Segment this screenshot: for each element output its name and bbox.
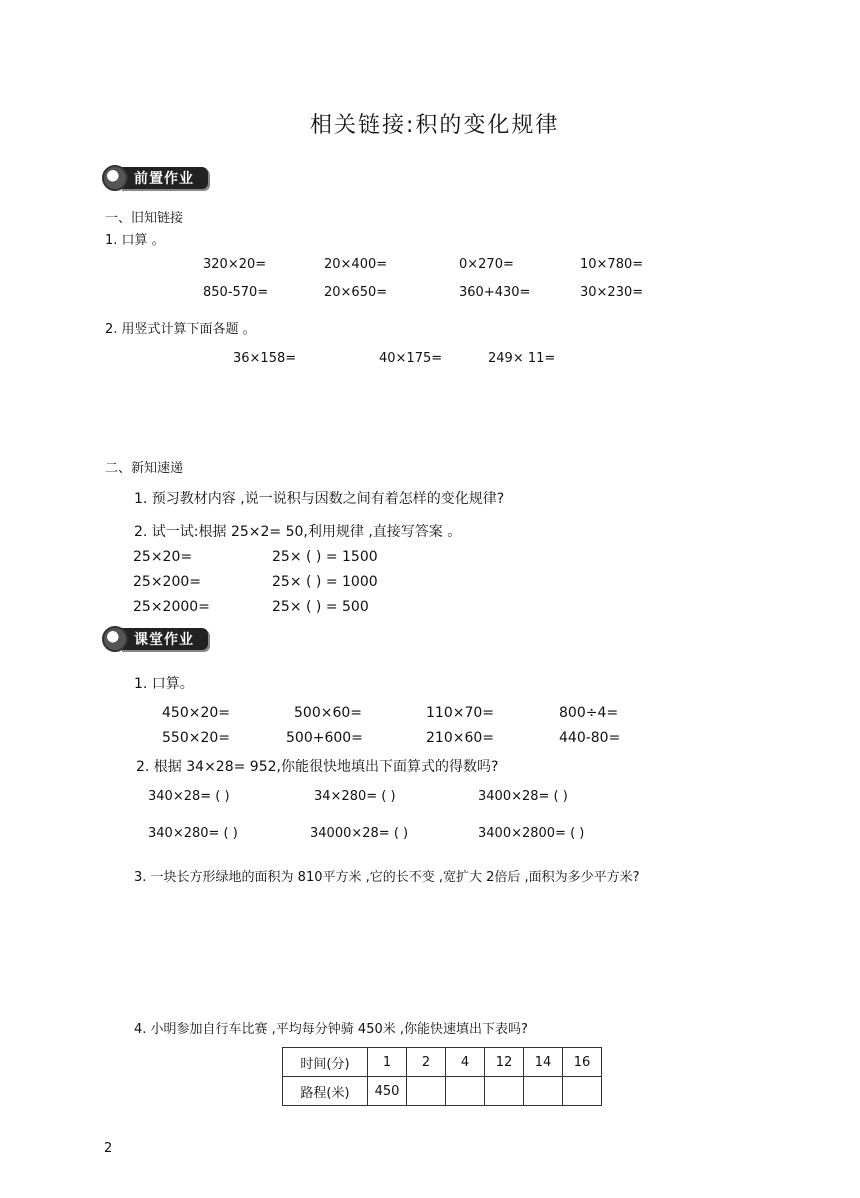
calc-item: 500+600= xyxy=(286,730,363,746)
table-cell: 时间(分) xyxy=(283,1048,368,1077)
classwork-q1: 1. 口算。 xyxy=(134,676,194,692)
calc-item: 320×20= xyxy=(203,257,267,272)
table-row xyxy=(283,1048,602,1077)
table-cell-empty[interactable] xyxy=(563,1077,602,1106)
distance-table xyxy=(282,1047,602,1106)
table-cell: 16 xyxy=(563,1048,602,1077)
section1-q2: 2. 用竖式计算下面各题 。 xyxy=(105,322,256,337)
calc-item: 36×158= xyxy=(233,351,297,366)
fill-blank: 25× ( ) = 1500 xyxy=(272,549,378,565)
calc-item: 20×400= xyxy=(324,257,388,272)
classwork-badge xyxy=(102,625,208,653)
calc-item: 10×780= xyxy=(580,257,644,272)
calc-item: 800÷4= xyxy=(559,705,619,721)
pre-homework-badge xyxy=(102,164,208,192)
calc-item: 40×175= xyxy=(379,351,443,366)
play-icon xyxy=(102,626,128,652)
table-cell-empty[interactable] xyxy=(524,1077,563,1106)
page-number: 2 xyxy=(104,1141,113,1156)
calc-item: 550×20= xyxy=(162,730,230,746)
table-row xyxy=(283,1077,602,1106)
section2-q1: 1. 预习教材内容 ,说一说积与因数之间有着怎样的变化规律? xyxy=(134,491,505,507)
table-cell: 12 xyxy=(485,1048,524,1077)
fill-blank: 34×280= ( ) xyxy=(314,789,396,804)
fill-blank: 25× ( ) = 1000 xyxy=(272,574,378,590)
badge-circle-icon xyxy=(102,165,128,191)
calc-item: 0×270= xyxy=(459,257,514,272)
table-cell: 14 xyxy=(524,1048,563,1077)
table-cell-empty[interactable] xyxy=(446,1077,485,1106)
section2-heading: 二、新知速递 xyxy=(105,461,184,476)
fill-blank: 3400×28= ( ) xyxy=(478,789,568,804)
table-cell: 2 xyxy=(407,1048,446,1077)
table-cell-empty[interactable] xyxy=(407,1077,446,1106)
classwork-q4: 4. 小明参加自行车比赛 ,平均每分钟骑 450米 ,你能快速填出下表吗? xyxy=(134,1022,528,1037)
classwork-q2: 2. 根据 34×28= 952,你能很快地填出下面算式的得数吗? xyxy=(136,759,499,775)
calc-item: 30×230= xyxy=(580,285,644,300)
section1-q1: 1. 口算 。 xyxy=(105,233,165,248)
table-cell-empty[interactable] xyxy=(485,1077,524,1106)
calc-item: 440-80= xyxy=(559,730,621,746)
badge-label: 课堂作业 xyxy=(120,628,208,650)
table-cell: 路程(米) xyxy=(283,1077,368,1106)
calc-item: 500×60= xyxy=(294,705,362,721)
fill-blank: 340×28= ( ) xyxy=(148,789,230,804)
calc-item: 850-570= xyxy=(203,285,269,300)
page-title: 相关链接:积的变化规律 xyxy=(310,113,560,138)
calc-item: 450×20= xyxy=(162,705,230,721)
calc-item: 25×2000= xyxy=(133,599,210,615)
calc-item: 360+430= xyxy=(459,285,531,300)
calc-item: 25×200= xyxy=(133,574,201,590)
fill-blank: 3400×2800= ( ) xyxy=(478,826,585,841)
calc-item: 20×650= xyxy=(324,285,388,300)
calc-item: 249× 11= xyxy=(488,351,556,366)
calc-item: 210×60= xyxy=(426,730,494,746)
section1-heading: 一、旧知链接 xyxy=(105,211,184,226)
table-cell: 4 xyxy=(446,1048,485,1077)
section2-q2: 2. 试一试:根据 25×2= 50,利用规律 ,直接写答案 。 xyxy=(134,524,462,540)
table-cell: 1 xyxy=(368,1048,407,1077)
fill-blank: 340×280= ( ) xyxy=(148,826,238,841)
fill-blank: 25× ( ) = 500 xyxy=(272,599,369,615)
calc-item: 110×70= xyxy=(426,705,494,721)
classwork-q3: 3. 一块长方形绿地的面积为 810平方米 ,它的长不变 ,宽扩大 2倍后 ,面积为多少平方米? xyxy=(134,870,640,885)
calc-item: 25×20= xyxy=(133,549,193,565)
table-cell: 450 xyxy=(368,1077,407,1106)
fill-blank: 34000×28= ( ) xyxy=(310,826,409,841)
badge-label: 前置作业 xyxy=(120,167,208,189)
